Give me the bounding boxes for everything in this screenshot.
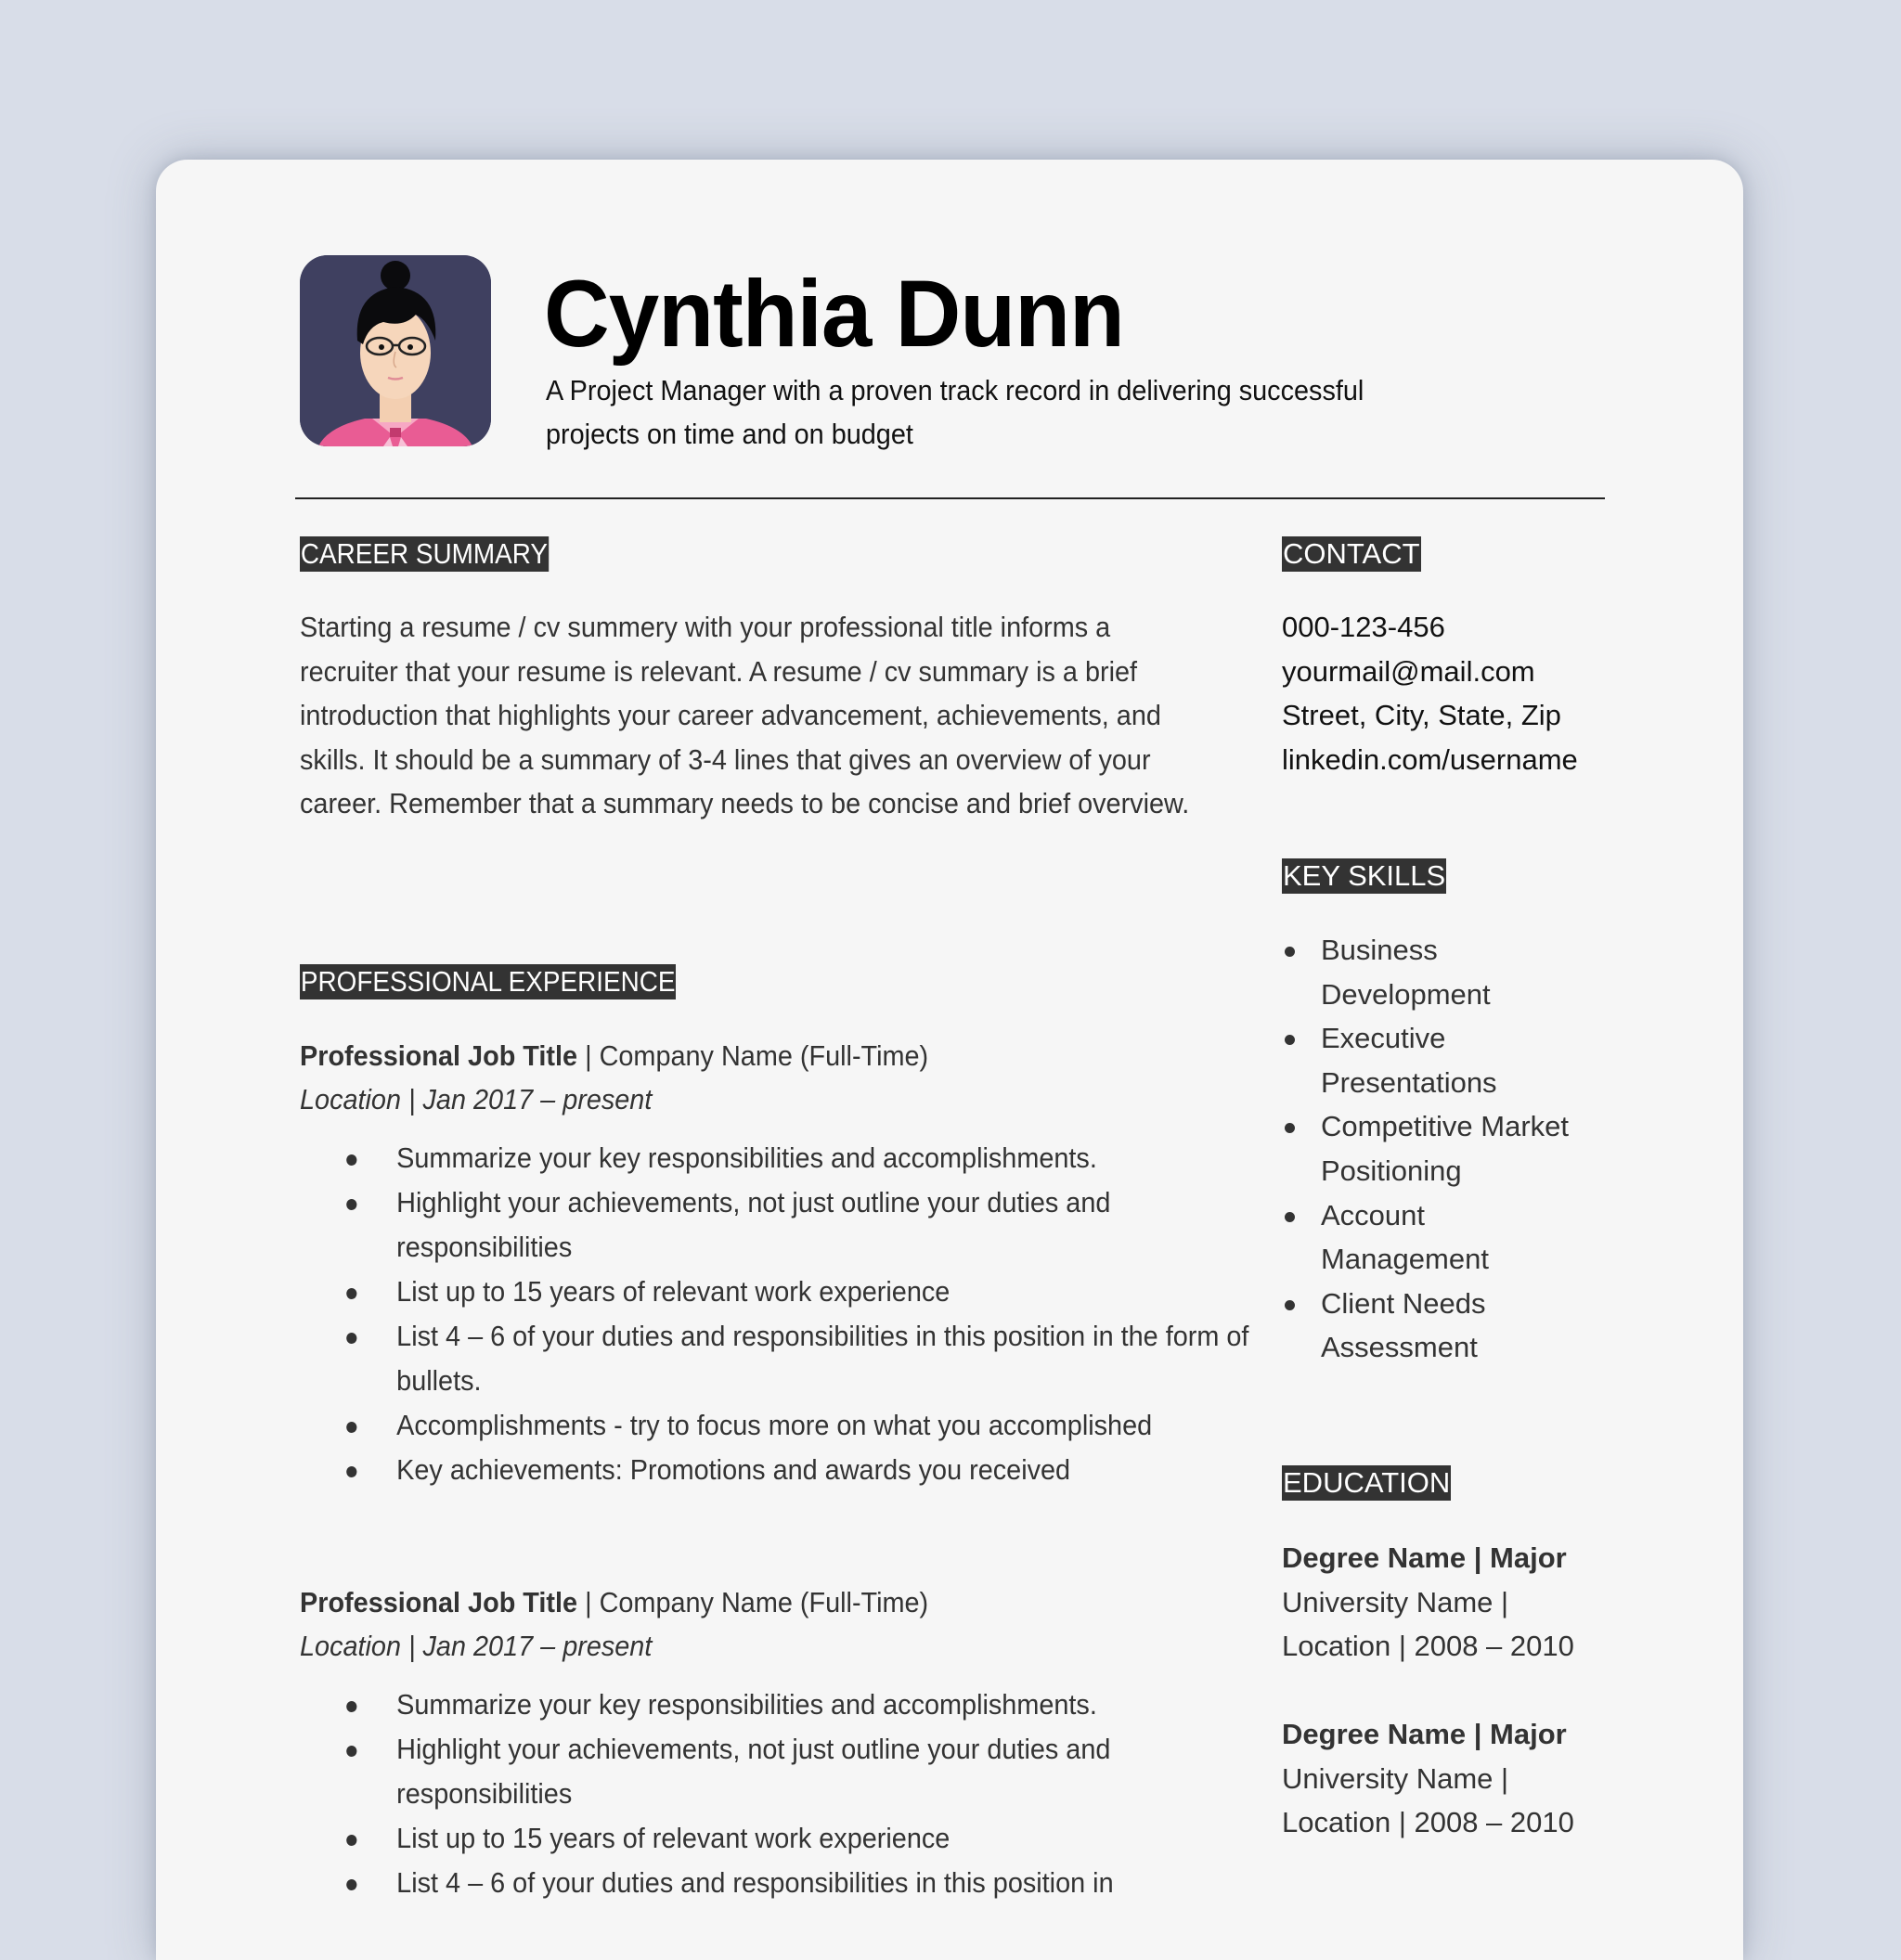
avatar	[300, 255, 491, 446]
job-bullet: Summarize your key responsibilities and accomplishments.	[300, 1683, 1249, 1727]
candidate-tagline: A Project Manager with a proven track record in delivering successful projects on time and on budget	[546, 374, 1364, 450]
skill-item: Executive Presentations	[1282, 1016, 1523, 1104]
candidate-name: Cynthia Dunn	[544, 261, 1124, 367]
education-location-years: Location | 2008 – 2010	[1282, 1806, 1574, 1839]
job-title: Professional Job Title	[300, 1039, 578, 1072]
contact-linkedin: linkedin.com/username	[1282, 742, 1578, 776]
job-bullet: List 4 – 6 of your duties and responsibilities in this position in the form of bullets.	[300, 1314, 1249, 1403]
bullet-icon	[1285, 947, 1295, 957]
key-skills-list	[1282, 928, 1672, 1370]
contact-phone: 000-123-456	[1282, 611, 1445, 643]
bullet-icon	[346, 1746, 356, 1757]
experience-heading: PROFESSIONAL EXPERIENCE	[300, 965, 676, 998]
education-entry	[1282, 1536, 1653, 1669]
university-name: University Name |	[1282, 1761, 1509, 1795]
university-name: University Name |	[1282, 1585, 1509, 1618]
bullet-icon	[346, 1288, 356, 1299]
education-heading: EDUCATION	[1283, 1466, 1451, 1499]
bullet-icon	[1285, 1300, 1295, 1310]
bullet-icon	[346, 1199, 356, 1210]
woman-with-glasses-avatar-icon	[300, 255, 491, 446]
job-bullet: List up to 15 years of relevant work experience	[300, 1270, 1249, 1314]
job-bullet: Accomplishments - try to focus more on what you accomplished	[300, 1403, 1249, 1448]
degree-name: Degree Name | Major	[1282, 1718, 1567, 1750]
job-entry	[300, 1034, 1249, 1492]
skill-item: Competitive Market Positioning	[1282, 1104, 1597, 1193]
job-company: | Company Name (Full-Time)	[577, 1586, 929, 1618]
bullet-icon	[346, 1333, 356, 1344]
job-meta: Location | Jan 2017 – present	[300, 1630, 653, 1662]
job-bullet: Key achievements: Promotions and awards you received	[300, 1448, 1249, 1492]
job-bullet: List up to 15 years of relevant work experience	[300, 1816, 1249, 1861]
bullet-icon	[346, 1422, 356, 1433]
key-skills-heading: KEY SKILLS	[1283, 859, 1446, 892]
contact-email: yourmail@mail.com	[1282, 654, 1535, 688]
skill-item: Client Needs Assessment	[1282, 1282, 1523, 1370]
job-meta: Location | Jan 2017 – present	[300, 1083, 653, 1115]
bullet-icon	[1285, 1212, 1295, 1222]
career-summary-text: Starting a resume / cv summery with your professional title informs a recruiter that your resume is relevant. A resume / cv summary is a brief introduction that highlights your career advancement, achievements, and skills. It should be a summary of 3-4 lines that gives an overview of your career. Remember that a summary needs to be concise and brief overview.	[300, 611, 1190, 820]
contact-block	[1282, 605, 1578, 781]
degree-name: Degree Name | Major	[1282, 1541, 1567, 1574]
skill-item: Business Development	[1282, 928, 1523, 1016]
job-company: | Company Name (Full-Time)	[577, 1039, 929, 1072]
education-location-years: Location | 2008 – 2010	[1282, 1630, 1574, 1663]
bullet-icon	[1285, 1123, 1295, 1133]
job-bullet: Summarize your key responsibilities and accomplishments.	[300, 1136, 1249, 1180]
contact-heading: CONTACT	[1283, 537, 1420, 570]
bullet-icon	[1285, 1035, 1295, 1045]
education-entry	[1282, 1712, 1653, 1845]
bullet-icon	[346, 1154, 356, 1166]
contact-address: Street, City, State, Zip	[1282, 699, 1561, 732]
job-bullet: Highlight your achievements, not just outline your duties and responsibilities	[300, 1180, 1249, 1270]
bullet-icon	[346, 1701, 356, 1712]
bullet-icon	[346, 1879, 356, 1890]
job-bullet: List 4 – 6 of your duties and responsibilities in this position in	[300, 1861, 1249, 1905]
bullet-icon	[346, 1835, 356, 1846]
skill-item: Account Management	[1282, 1193, 1523, 1282]
job-bullet: Highlight your achievements, not just outline your duties and responsibilities	[300, 1727, 1249, 1816]
job-entry	[300, 1580, 1249, 1905]
bullet-icon	[346, 1466, 356, 1477]
job-title: Professional Job Title	[300, 1586, 578, 1618]
career-summary-heading: CAREER SUMMARY	[300, 537, 549, 570]
header-divider	[295, 497, 1605, 499]
